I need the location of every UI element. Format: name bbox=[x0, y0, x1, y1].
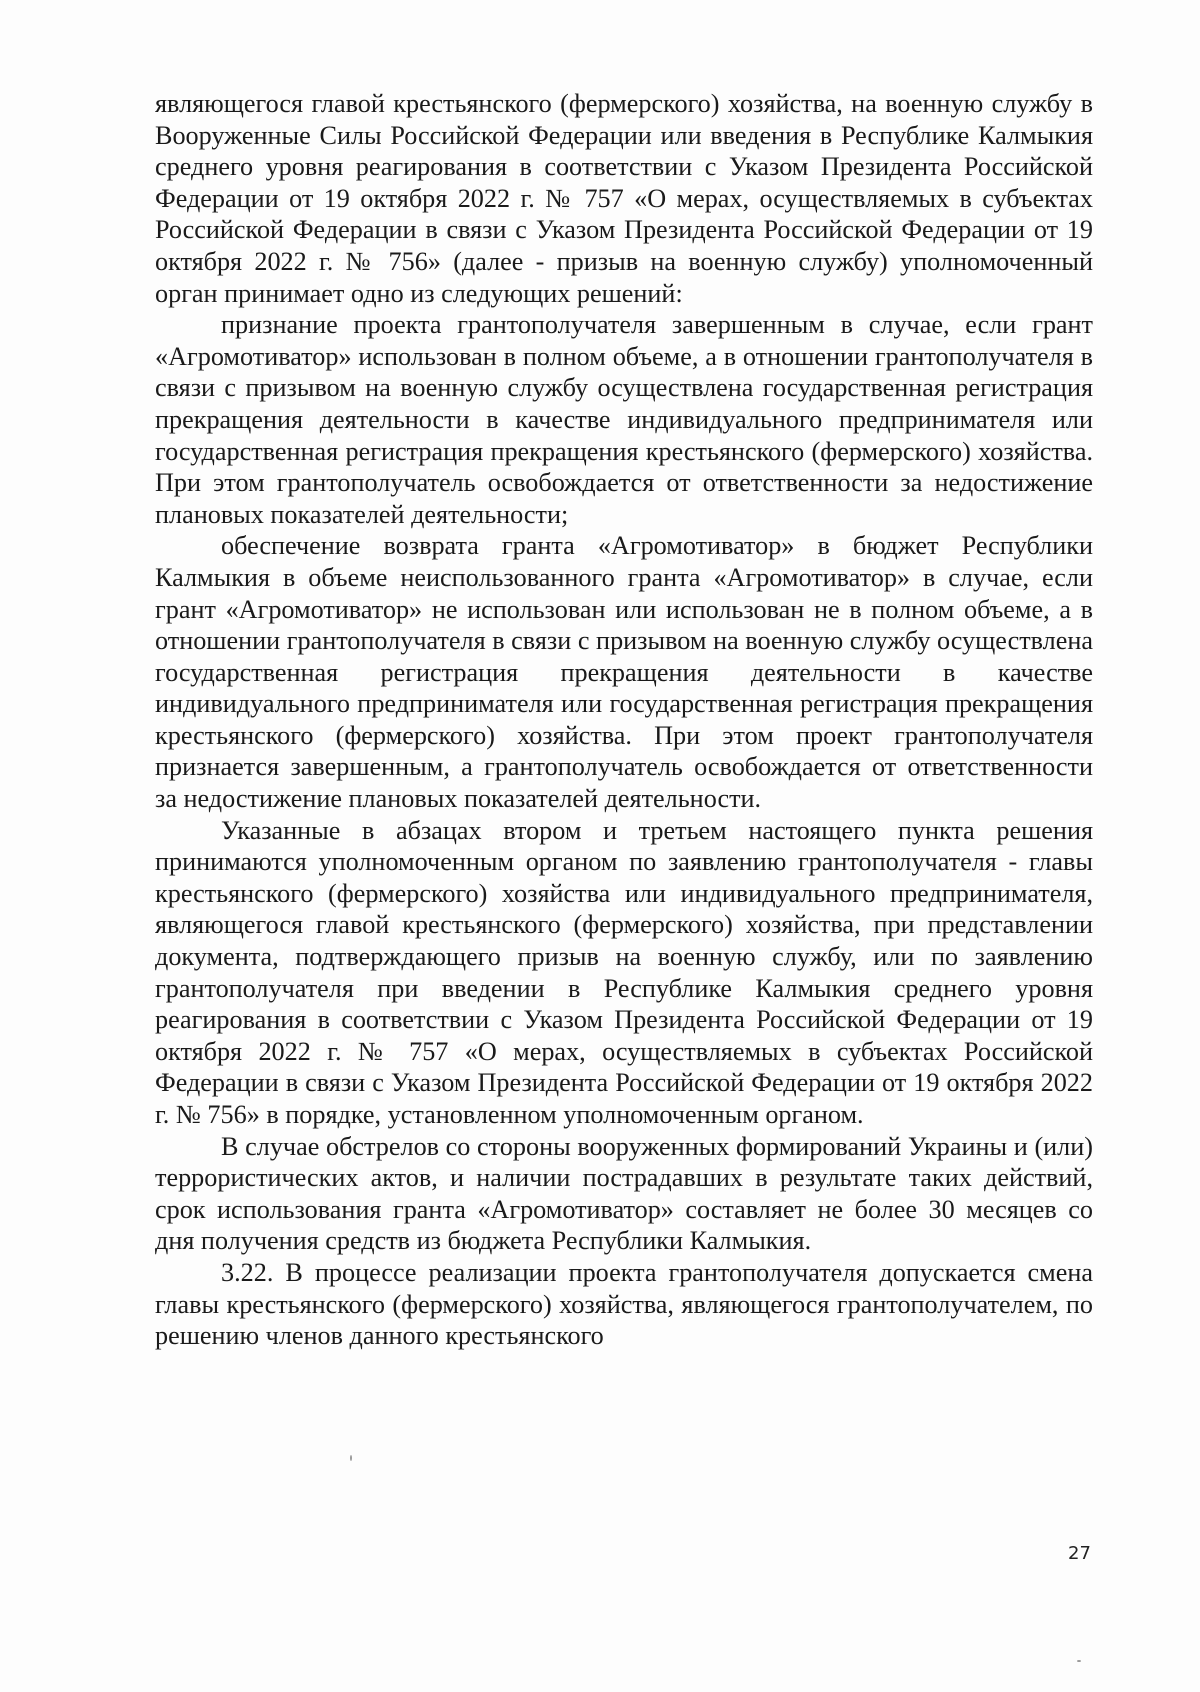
scan-speck bbox=[350, 1455, 352, 1461]
page-number: 27 bbox=[1068, 1543, 1091, 1564]
paragraph-shelling-case: В случае обстрелов со стороны вооруженных формирований Украины и (или) террористических актов, и наличии пострадавших в результате таких действий, срок использования гранта «Агромотиватор» составляет не более 30 месяцев со дня получения средств из бюджета Республики Калмыкия. bbox=[155, 1131, 1093, 1256]
paragraph-continuation: являющегося главой крестьянского (фермерского) хозяйства, на военную службу в Вооруженные Силы Российской Федерации или введения в Республике Калмыкия среднего уровня реагирования в соответствии с Указом Президента Российской Федерации от 19 октября 2022 г. № 757 «О мерах, осуществляемых в субъектах Российской Федерации в связи с Указом Президента Российской Федерации от 19 октября 2022 г. № 756» (далее - призыв на военную службу) уполномоченный орган принимает одно из следующих решений: bbox=[155, 89, 1093, 308]
scan-speck bbox=[1077, 1660, 1081, 1662]
paragraph-decisions-procedure: Указанные в абзацах втором и третьем настоящего пункта решения принимаются уполномоченным органом по заявлению грантополучателя - главы крестьянского (фермерского) хозяйства или индивидуального предпринимателя, являющегося главой крестьянского (фермерского) хозяйства, при представлении документа, подтверждающего призыв на военную службу, или по заявлению грантополучателя при введении в Республике Калмыкия среднего уровня реагирования в соответствии с Указом Президента Российской Федерации от 19 октября 2022 г. № 757 «О мерах, осуществляемых в субъектах Российской Федерации в связи с Указом Президента Российской Федерации от 19 октября 2022 г. № 756» в порядке, установленном уполномоченным органом. bbox=[155, 815, 1093, 1129]
paragraph-project-completed: признание проекта грантополучателя завершенным в случае, если грант «Агромотиватор» использован в полном объеме, а в отношении грантополучателя в связи с призывом на военную службу осуществлена государственная регистрация прекращения деятельности в качестве индивидуального предпринимателя или государственная регистрация прекращения крестьянского (фермерского) хозяйства. При этом грантополучатель освобождается от ответственности за недостижение плановых показателей деятельности; bbox=[155, 310, 1093, 529]
paragraph-grant-return: обеспечение возврата гранта «Агромотиватор» в бюджет Республики Калмыкия в объеме неиспользованного гранта «Агромотиватор» в случае, если грант «Агромотиватор» не использован или использован не в полном объеме, а в отношении грантополучателя в связи с призывом на военную службу осуществлена государственная регистрация прекращения деятельности в качестве индивидуального предпринимателя или государственная регистрация прекращения крестьянского (фермерского) хозяйства. При этом проект грантополучателя признается завершенным, а грантополучатель освобождается от ответственности за недостижение плановых показателей деятельности. bbox=[155, 531, 1093, 814]
paragraph-clause-3-22: 3.22. В процессе реализации проекта грантополучателя допускается смена главы крестьянского (фермерского) хозяйства, являющегося грантополучателем, по решению членов данного крестьянского bbox=[155, 1257, 1093, 1351]
document-body bbox=[155, 88, 1093, 1352]
